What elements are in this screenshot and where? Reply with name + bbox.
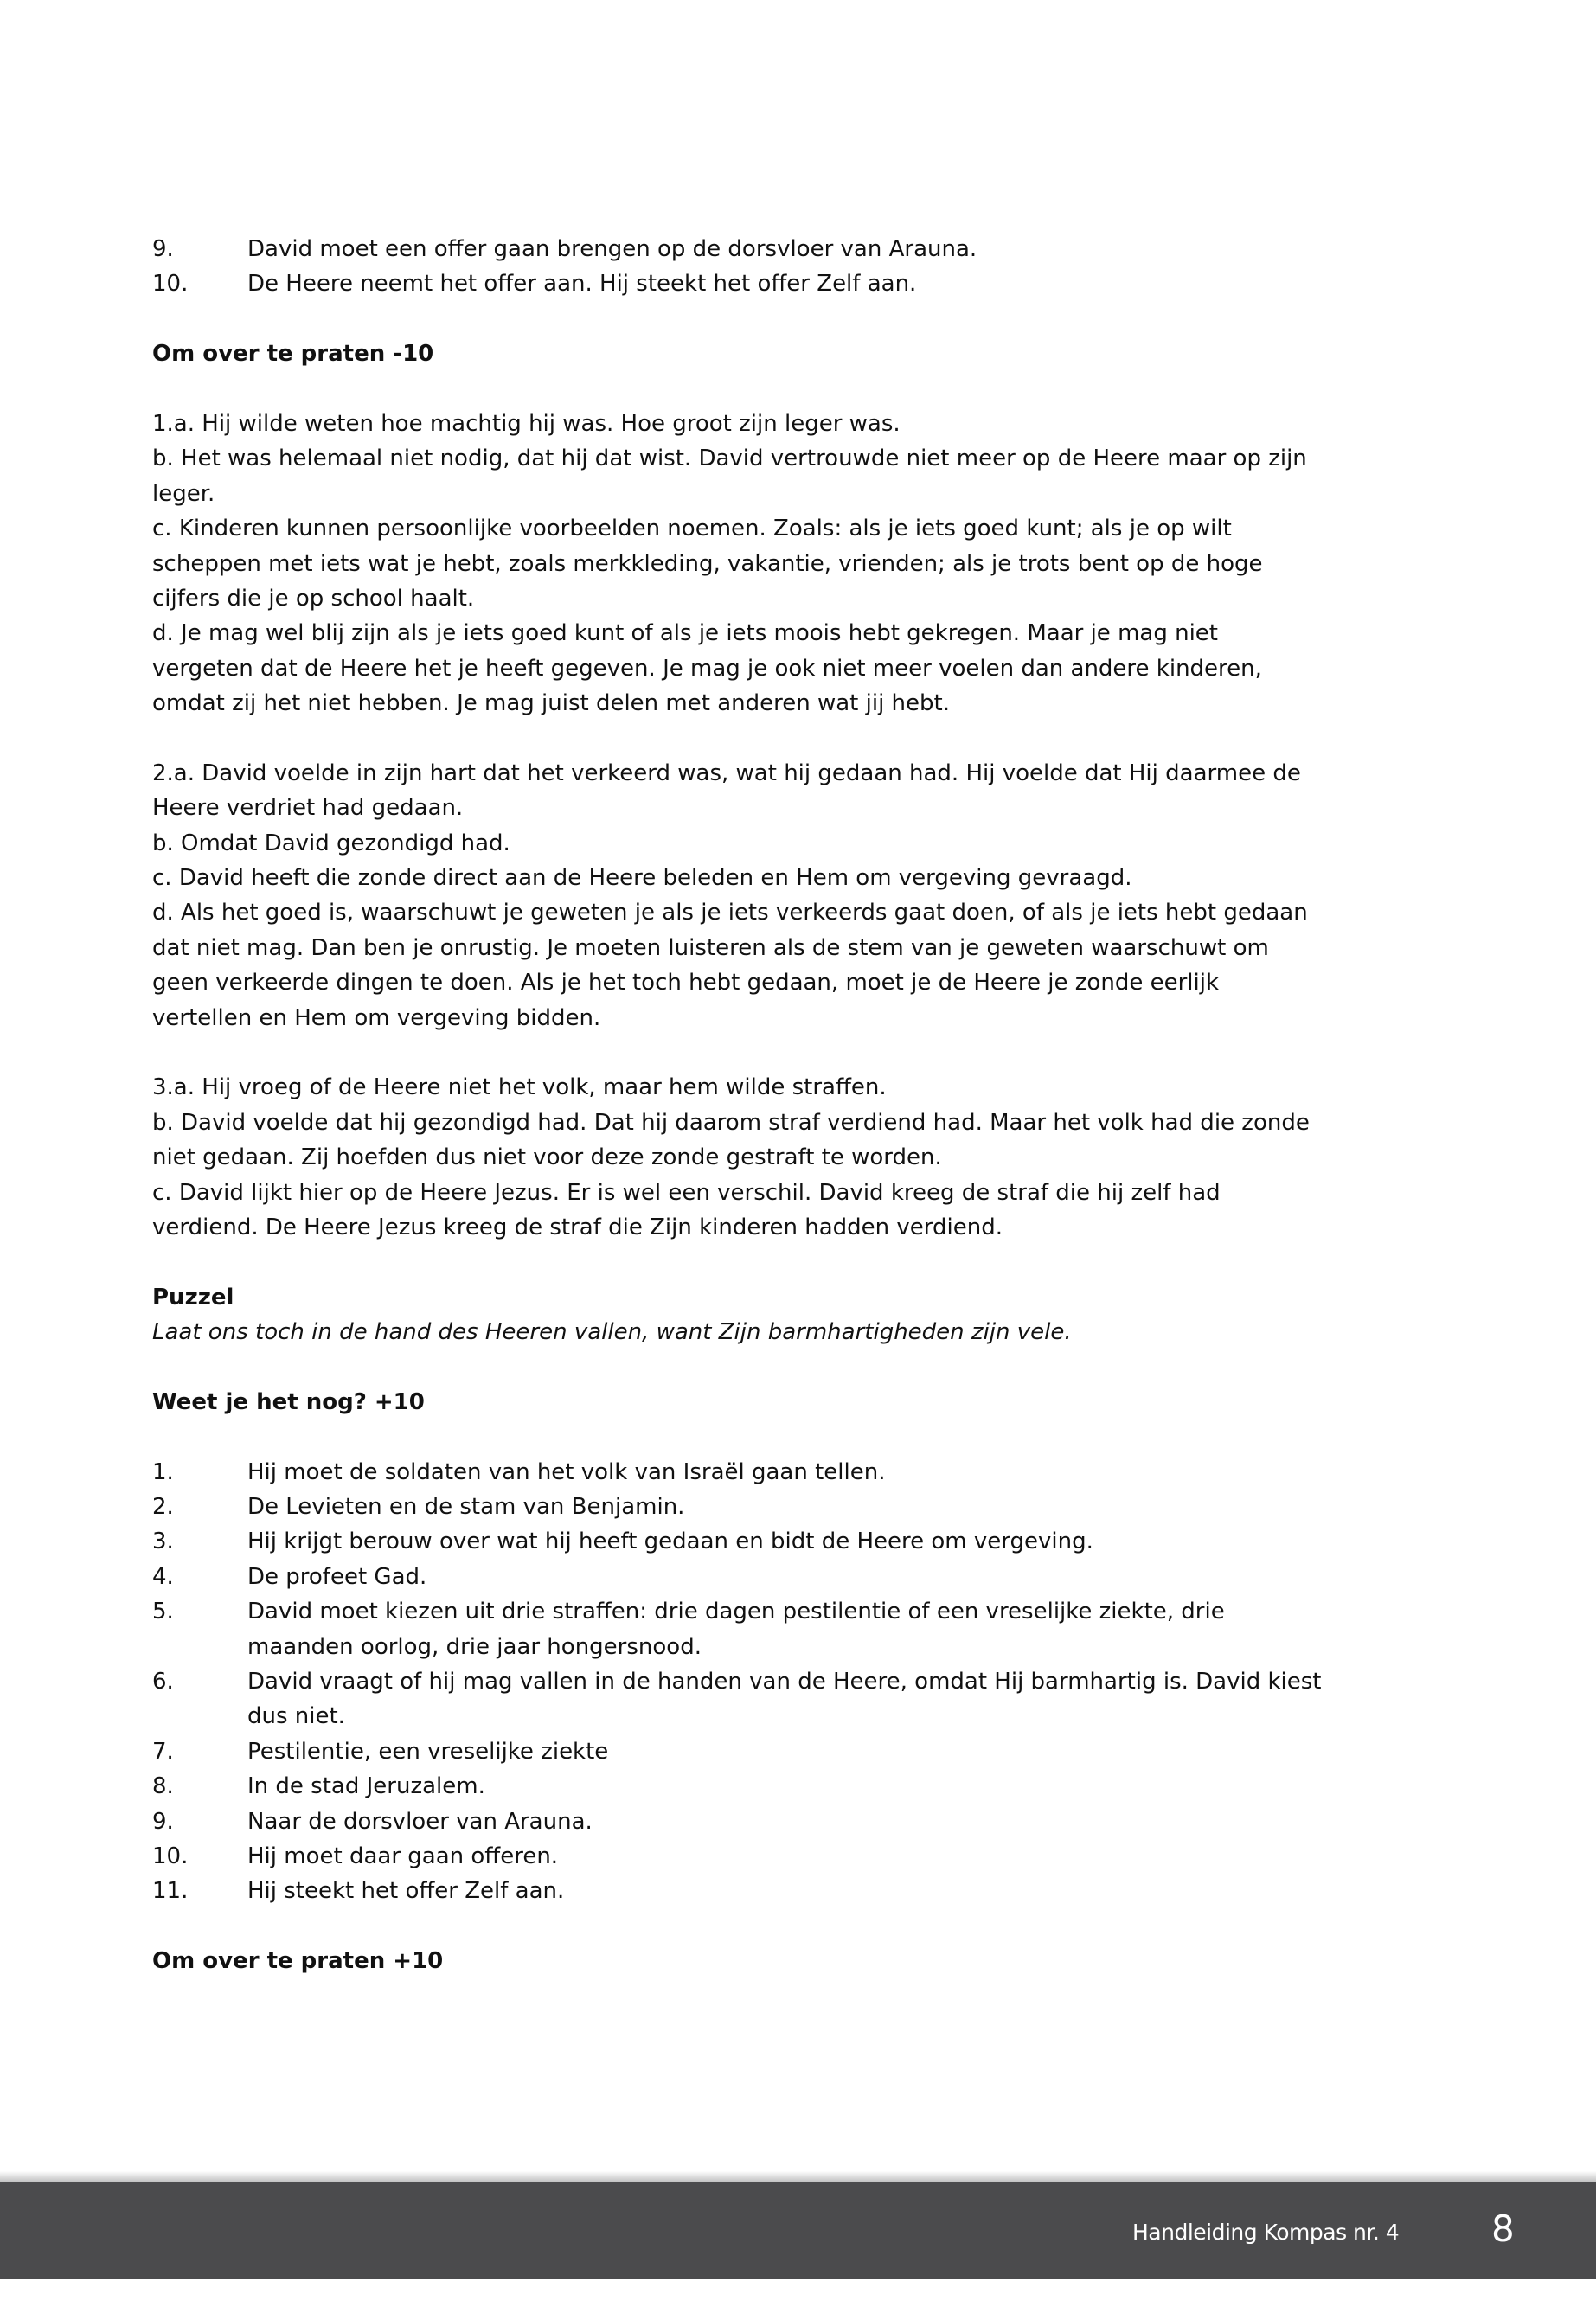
- list-item-text: David vraagt of hij mag vallen in de handen van de Heere, omdat Hij barmhartig is. David kiest: [247, 1669, 1322, 1695]
- list-item-line: [152, 1769, 1415, 1804]
- list-item-line: [152, 1839, 1415, 1874]
- spacer: [152, 1245, 1415, 1279]
- paragraph-line: d. Als het goed is, waarschuwt je geweten je als je iets verkeerds gaat doen, of als je iets hebt gedaan: [152, 900, 1308, 926]
- list-item-line: [152, 1734, 1415, 1769]
- paragraph-line: c. David heeft die zonde direct aan de Heere beleden en Hem om vergeving gevraagd.: [152, 865, 1132, 892]
- list-item-line: [152, 1594, 1415, 1629]
- list-number: 1.: [152, 1458, 174, 1485]
- list-number: 11.: [152, 1878, 189, 1905]
- list-item-text: maanden oorlog, drie jaar hongersnood.: [247, 1633, 702, 1660]
- paragraph-line: leger.: [152, 480, 215, 507]
- paragraph-line: d. Je mag wel blij zijn als je iets goed kunt of als je iets moois hebt gekregen. Maar je mag niet: [152, 620, 1218, 647]
- list-item-line: [152, 1630, 1415, 1664]
- list-number: 2.: [152, 1494, 174, 1521]
- list-item-line: [152, 1874, 1415, 1908]
- paragraph-line: b. Het was helemaal niet nodig, dat hij dat wist. David vertrouwde niet meer op de Heere maar op zijn: [152, 445, 1307, 472]
- paragraph-line: dat niet mag. Dan ben je onrustig. Je moeten luisteren als de stem van je geweten waarschuwt om: [152, 934, 1269, 961]
- paragraph-line: geen verkeerde dingen te doen. Als je het toch hebt gedaan, moet je de Heere je zonde eerlijk: [152, 970, 1219, 997]
- list-number: 5.: [152, 1599, 174, 1625]
- paragraph-line: b. Omdat David gezondigd had.: [152, 830, 510, 856]
- list-item-line: [152, 1455, 1415, 1490]
- list-item-text: Hij moet daar gaan offeren.: [247, 1843, 559, 1869]
- paragraph-line: 1.a. Hij wilde weten hoe machtig hij was. Hoe groot zijn leger was.: [152, 410, 901, 437]
- list-item-text: Hij krijgt berouw over wat hij heeft gedaan en bidt de Heere om vergeving.: [247, 1529, 1093, 1555]
- list-item-line: [152, 1560, 1415, 1594]
- paragraph-line: 3.a. Hij vroeg of de Heere niet het volk, maar hem wilde straffen.: [152, 1074, 887, 1101]
- list-item-text: In de stad Jeruzalem.: [247, 1773, 485, 1800]
- spacer: [152, 1035, 1415, 1070]
- list-number: 10.: [152, 1843, 189, 1869]
- list-number: 9.: [152, 1808, 174, 1835]
- list-number: 6.: [152, 1669, 174, 1695]
- list-item-line: [152, 232, 1415, 266]
- list-number: 7.: [152, 1738, 174, 1765]
- paragraph-line: vergeten dat de Heere het je heeft gegeven. Je mag je ook niet meer voelen dan andere kinderen,: [152, 655, 1262, 682]
- list-item-text: De profeet Gad.: [247, 1563, 427, 1590]
- list-item-line: [152, 1490, 1415, 1524]
- list-item-text: Pestilentie, een vreselijke ziekte: [247, 1738, 609, 1765]
- paragraph-line: omdat zij het niet hebben. Je mag juist delen met anderen wat jij hebt.: [152, 690, 950, 717]
- paragraph-line: vertellen en Hem om vergeving bidden.: [152, 1004, 601, 1031]
- section-heading: Om over te praten -10: [152, 341, 434, 368]
- list-item-text: De Heere neemt het offer aan. Hij steekt het offer Zelf aan.: [247, 271, 917, 298]
- paragraph-line: c. David lijkt hier op de Heere Jezus. Er is wel een verschil. David kreeg de straf die hij zelf had: [152, 1179, 1221, 1206]
- list-item-text: De Levieten en de stam van Benjamin.: [247, 1494, 685, 1521]
- list-item-line: [152, 1804, 1415, 1839]
- list-number: 8.: [152, 1773, 174, 1800]
- spacer: [152, 302, 1415, 336]
- list-item-text: dus niet.: [247, 1703, 345, 1730]
- page-content: [152, 232, 1415, 1979]
- spacer: [152, 1420, 1415, 1454]
- list-item-text: Hij steekt het offer Zelf aan.: [247, 1878, 565, 1905]
- list-number: 10.: [152, 271, 189, 298]
- footer-title: Handleiding Kompas nr. 4: [1132, 2220, 1400, 2245]
- paragraph-line: b. David voelde dat hij gezondigd had. Dat hij daarom straf verdiend had. Maar het volk had die zonde: [152, 1109, 1310, 1136]
- paragraph-line: niet gedaan. Zij hoefden dus niet voor deze zonde gestraft te worden.: [152, 1144, 942, 1171]
- list-item-line: [152, 1524, 1415, 1559]
- section-heading: Weet je het nog? +10: [152, 1388, 425, 1415]
- paragraph-line: cijfers die je op school haalt.: [152, 585, 475, 612]
- list-item-line: [152, 1699, 1415, 1734]
- paragraph-line: c. Kinderen kunnen persoonlijke voorbeelden noemen. Zoals: als je iets goed kunt; als je op wilt: [152, 516, 1232, 542]
- list-number: 4.: [152, 1563, 174, 1590]
- list-item-text: David moet kiezen uit drie straffen: drie dagen pestilentie of een vreselijke ziekte, drie: [247, 1599, 1225, 1625]
- spacer: [152, 372, 1415, 407]
- list-item-text: Hij moet de soldaten van het volk van Israël gaan tellen.: [247, 1458, 886, 1485]
- puzzle-answer: Laat ons toch in de hand des Heeren vallen, want Zijn barmhartigheden zijn vele.: [152, 1319, 1072, 1346]
- paragraph-line: verdiend. De Heere Jezus kreeg de straf die Zijn kinderen hadden verdiend.: [152, 1214, 1003, 1240]
- list-item-text: Naar de dorsvloer van Arauna.: [247, 1808, 593, 1835]
- list-number: 3.: [152, 1529, 174, 1555]
- spacer: [152, 1350, 1415, 1385]
- section-heading: Om over te praten +10: [152, 1948, 444, 1975]
- spacer: [152, 1909, 1415, 1944]
- page-number: 8: [1491, 2208, 1515, 2250]
- paragraph-line: scheppen met iets wat je hebt, zoals merkkleding, vakantie, vrienden; als je trots bent op de hoge: [152, 550, 1263, 577]
- spacer: [152, 721, 1415, 755]
- section-heading: Puzzel: [152, 1284, 234, 1311]
- list-item-line: [152, 266, 1415, 301]
- list-item-text: David moet een offer gaan brengen op de dorsvloer van Arauna.: [247, 236, 977, 262]
- list-number: 9.: [152, 236, 174, 262]
- paragraph-line: Heere verdriet had gedaan.: [152, 795, 464, 822]
- paragraph-line: 2.a. David voelde in zijn hart dat het verkeerd was, wat hij gedaan had. Hij voelde dat Hij daarmee de: [152, 760, 1301, 786]
- list-item-line: [152, 1664, 1415, 1699]
